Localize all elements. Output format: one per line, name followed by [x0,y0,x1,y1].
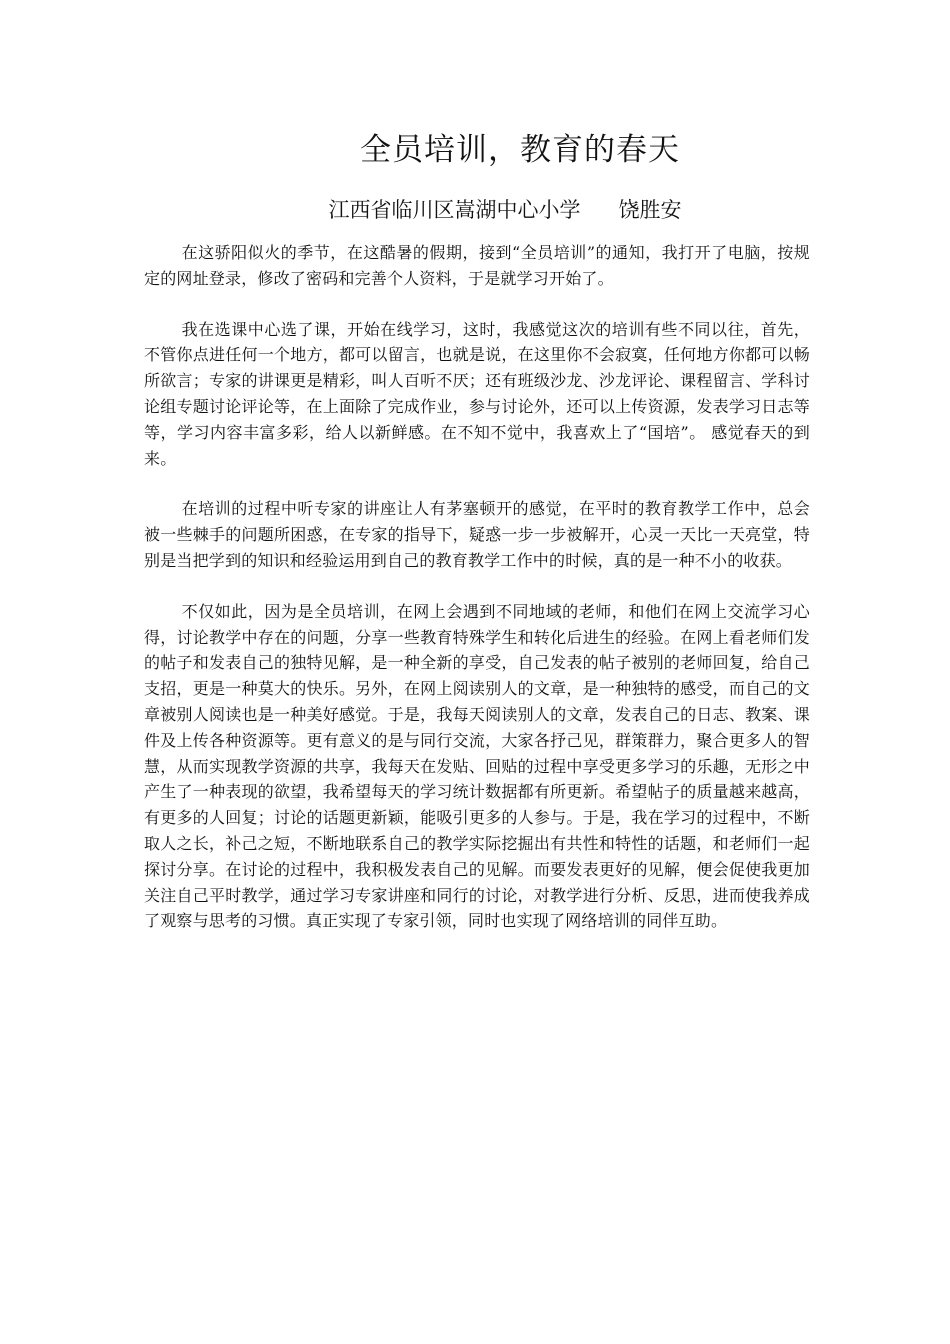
page-title: 全员培训，教育的春天 [360,132,680,168]
paragraph-2: 我在选课中心选了课，开始在线学习，这时，我感觉这次的培训有些不同以往，首先，不管你点进任何一个地方，都可以留言，也就是说，在这里你不会寂寞，任何地方你都可以畅所欲言；专家的讲课更是精彩，叫人百听不厌；还有班级沙龙、沙龙评论、课程留言、学科讨论组专题讨论评论等，在上面除了完成作业，参与讨论外，还可以上传资源，发表学习日志等等，学习内容丰富多彩，给人以新鲜感。在不知不觉中，我喜欢上了“国培”。 感觉春天的到来。 [144,319,810,468]
article-body [144,240,810,959]
paragraph-3: 在培训的过程中听专家的讲座让人有茅塞顿开的感觉，在平时的教育教学工作中，总会被一些棘手的问题所困惑，在专家的指导下，疑惑一步一步被解开，心灵一天比一天亮堂，特别是当把学到的知识和经验运用到自己的教育教学工作中的时候，真的是一种不小的收获。 [144,499,810,570]
author-organization: 江西省临川区嵩湖中心小学 [328,198,581,222]
paragraph-4: 不仅如此，因为是全员培训，在网上会遇到不同地域的老师，和他们在网上交流学习心得，讨论教学中存在的问题，分享一些教育特殊学生和转化后进生的经验。在网上看老师们发的帖子和发表自己的独特见解，是一种全新的享受，自己发表的帖子被别的老师回复，给自己支招，更是一种莫大的快乐。另外，在网上阅读别人的文章，是一种独特的感受，而自己的文章被别人阅读也是一种美好感觉。于是，我每天阅读别人的文章，发表自己的日志、教案、课件及上传各种资源等。更有意义的是与同行交流，大家各抒己见，群策群力，聚合更多人的智慧，从而实现教学资源的共享，我每天在发贴、回贴的过程中享受更多学习的乐趣，无形之中产生了一种表现的欲望，我希望每天的学习统计数据都有所更新。希望帖子的质量越来越高，有更多的人回复；讨论的话题更新颖，能吸引更多的人参与。于是，我在学习的过程中，不断取人之长，补己之短，不断地联系自己的教学实际挖掘出有共性和特性的话题，和老师们一起探讨分享。在讨论的过程中，我积极发表自己的见解。而要发表更好的见解，便会促使我更加关注自己平时教学，通过学习专家讲座和同行的讨论，对教学进行分析、反思，进而使我养成了观察与思考的习惯。真正实现了专家引领，同时也实现了网络培训的同伴互助。 [144,601,810,931]
byline [0,193,950,227]
paragraph-1: 在这骄阳似火的季节，在这酷暑的假期，接到“全员培训”的通知，我打开了电脑，按规定的网址登录，修改了密码和完善个人资料，于是就学习开始了。 [144,243,810,288]
author-name: 饶胜安 [618,198,682,222]
